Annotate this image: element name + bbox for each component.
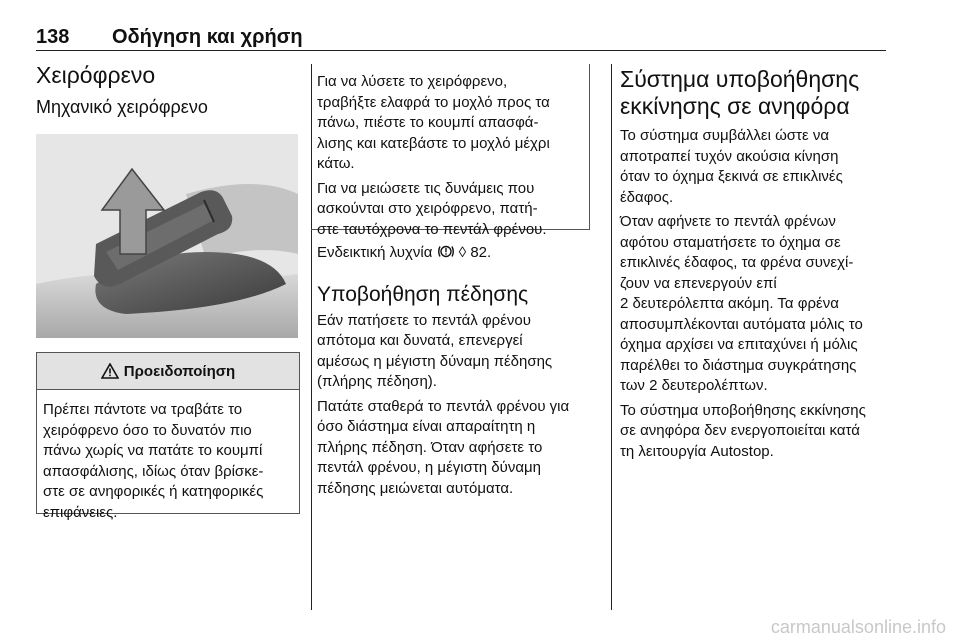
- text-line: όσο διάστημα είναι απαραίτητη η: [317, 418, 536, 435]
- text-line: τραβήξτε ελαφρά το μοχλό προς τα: [317, 93, 550, 111]
- text-line: Πατάτε σταθερά το πεντάλ φρένου για: [317, 397, 570, 415]
- warning-triangle-icon: [101, 363, 119, 379]
- page-ref-arrow-icon: ◊: [458, 244, 467, 261]
- text-line: Το σύστημα υποβοήθησης εκκίνησης: [620, 401, 866, 419]
- text-line: πάνω, πιέστε το κουμπί απασφά-: [317, 114, 539, 131]
- warning-line: στε σε ανηφορικές ή κατηφορικές: [43, 483, 264, 500]
- warning-line: πάνω χωρίς να πατάτε το κουμπί: [43, 442, 263, 459]
- reduce-force-paragraph: [317, 179, 585, 241]
- text-line: τη λειτουργία Autostop.: [620, 442, 774, 460]
- header-rule: [36, 50, 886, 51]
- footer-watermark: carmanualsonline.info: [770, 617, 946, 637]
- text-line: Εάν πατήσετε το πεντάλ φρένου: [317, 311, 531, 329]
- brake-warning-lamp-icon: [437, 244, 455, 259]
- text-line: αποτραπεί τυχόν ακούσια κίνηση: [620, 147, 839, 165]
- warning-header: [37, 353, 299, 390]
- text-line: σε ανηφόρα δεν ενεργοποιείται κατά: [620, 422, 860, 439]
- text-line: Το σύστημα συμβάλλει ώστε να: [620, 127, 830, 144]
- text-line: αμέσως η μέγιστη δύναμη πέδησης: [317, 352, 553, 370]
- warning-line: επιφάνειες.: [43, 503, 118, 521]
- middle-column: [317, 243, 607, 503]
- text-line: αποσυμπλέκονται αυτόματα μόλις το: [620, 315, 863, 333]
- text-line: κάτω.: [317, 155, 355, 172]
- text-line: παρέλθει το διάστημα συγκράτησης: [620, 356, 857, 374]
- page-number: 138: [36, 26, 70, 48]
- hill-start-paragraph-2: [620, 212, 910, 397]
- page-header: [36, 22, 886, 52]
- text-line: όχημα αρχίσει να επιταχύνει ή μόλις: [620, 336, 858, 353]
- handbrake-drawing: [36, 134, 298, 338]
- warning-line: απασφάλισης, ιδίως όταν βρίσκε-: [43, 462, 264, 480]
- brake-assist-paragraph-1: [317, 311, 607, 393]
- text-line: λισης και κατεβάστε το μοχλό μέχρι: [317, 134, 550, 152]
- brake-assist-paragraph-2: [317, 397, 607, 500]
- text-line: όταν το όχημα ξεκινά σε επικλινές: [620, 168, 843, 185]
- left-column: [36, 62, 306, 118]
- handbrake-lever-illustration: [36, 134, 298, 338]
- title-line: Σύστημα υποβοήθησης: [620, 66, 860, 92]
- text-line: 2 δευτερόλεπτα ακόμη. Τα φρένα: [620, 295, 839, 312]
- page-ref-link[interactable]: 82.: [470, 244, 492, 261]
- chapter-title: Οδήγηση και χρήση: [112, 26, 303, 48]
- text-line: πλήρης πέδηση. Όταν αφήσετε το: [317, 438, 543, 456]
- release-instructions-box: [311, 64, 590, 238]
- subsection-title-mechanical: Μηχανικό χειρόφρενο: [36, 97, 208, 117]
- section-title-brake-assist: Υποβοήθηση πέδησης: [317, 282, 529, 306]
- warning-box: [36, 352, 300, 521]
- text-line: απότομα και δυνατά, επενεργεί: [317, 332, 523, 349]
- section-title-handbrake: Χειρόφρενο: [36, 62, 156, 88]
- indicator-reference: [317, 243, 607, 264]
- section-title-hill-start-assist: [620, 66, 910, 120]
- text-line: των 2 δευτερολέπτων.: [620, 377, 768, 394]
- title-line: εκκίνησης σε ανηφόρα: [620, 93, 850, 119]
- hill-start-paragraph-1: [620, 126, 910, 208]
- hill-start-paragraph-3: [620, 401, 910, 463]
- text-line: Για να μειώσετε τις δυνάμεις που: [317, 179, 535, 197]
- text-line: Για να λύσετε το χειρόφρενο,: [317, 73, 508, 90]
- release-paragraph: [317, 72, 585, 175]
- column-divider-right: [611, 64, 612, 610]
- right-column: [620, 66, 910, 466]
- text-line: πεντάλ φρένου, η μέγιστη δύναμη: [317, 459, 541, 476]
- indicator-label: Ενδεικτική λυχνία: [317, 244, 433, 261]
- text-line: (πλήρης πέδηση).: [317, 373, 437, 390]
- text-line: έδαφος.: [620, 188, 674, 206]
- text-line: ασκούνται στο χειρόφρενο, πατή-: [317, 200, 538, 217]
- text-line: πέδησης μειώνεται αυτόματα.: [317, 479, 514, 497]
- warning-text: [37, 390, 299, 529]
- text-line: επικλινές έδαφος, τα φρένα συνεχί-: [620, 254, 854, 271]
- warning-title: Προειδοποίηση: [123, 362, 236, 380]
- text-line: ζουν να επενεργούν επί: [620, 274, 777, 292]
- warning-line: Πρέπει πάντοτε να τραβάτε το: [43, 401, 243, 418]
- text-line: αφότου σταματήσετε το όχημα σε: [620, 233, 841, 251]
- warning-line: χειρόφρενο όσο το δυνατόν πιο: [43, 421, 252, 439]
- text-line: Όταν αφήνετε το πεντάλ φρένων: [620, 213, 836, 230]
- text-line: στε ταυτόχρονα το πεντάλ φρένου.: [317, 220, 547, 238]
